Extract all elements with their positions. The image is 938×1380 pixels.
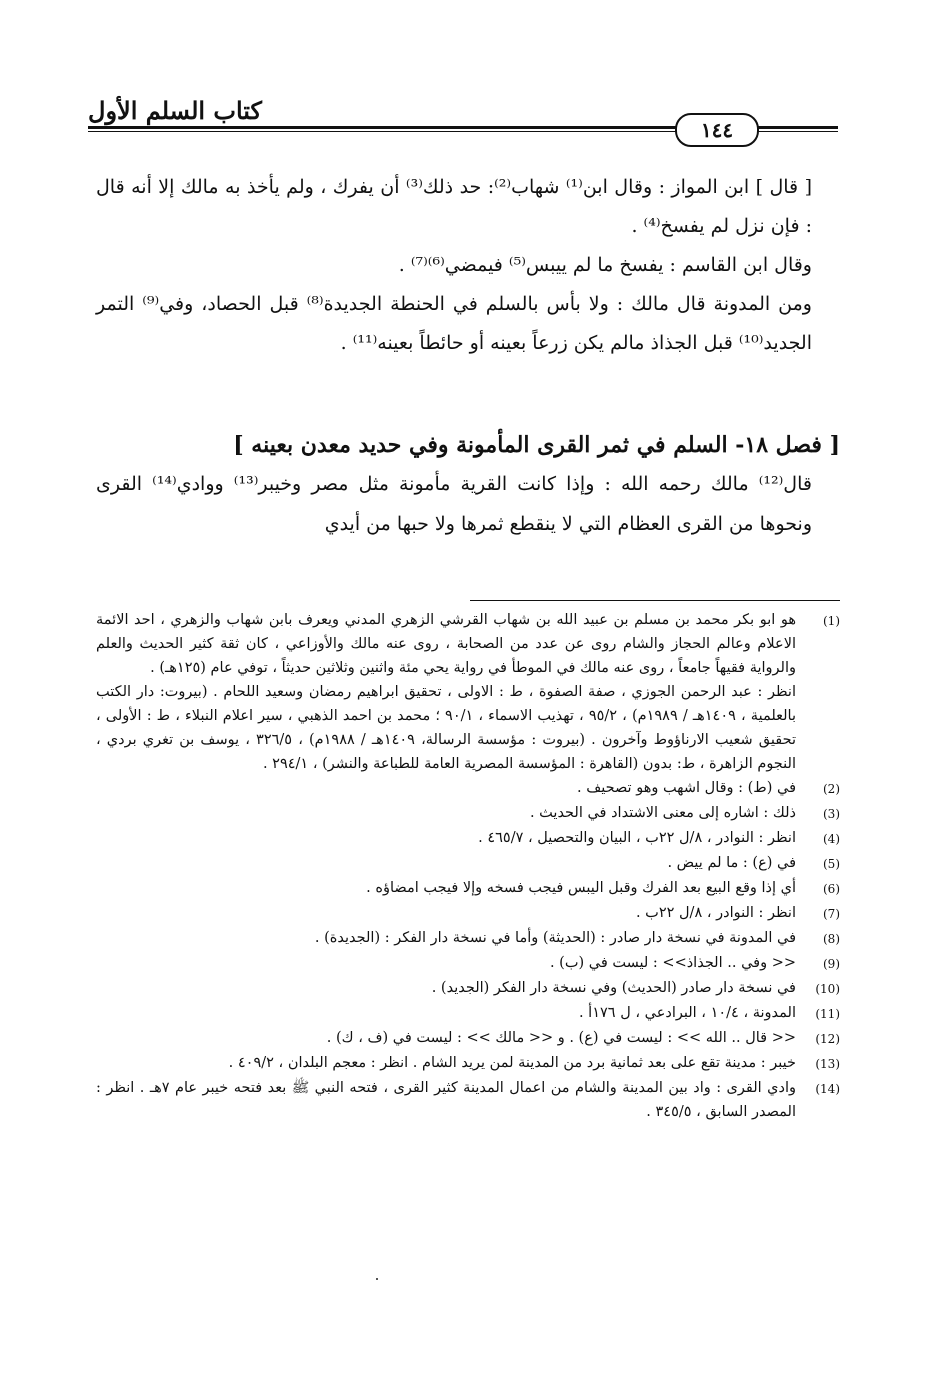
footnote-number: (12) — [815, 1032, 840, 1046]
page-number: ١٤٤ — [675, 113, 759, 147]
footnote-text — [96, 608, 796, 776]
footnote — [96, 1001, 840, 1026]
footnote-line: في (ط) : وقال اشهب وهو تصحيف . — [577, 780, 796, 796]
main-text — [96, 168, 840, 363]
footnote-line: في نسخة دار صادر (الحديث) وفي نسخة دار الفكر (الجديد) . — [431, 980, 796, 996]
footnote-line: المدونة ، ١٠/٤ ، البرادعي ، ل ١٧٦أ . — [578, 1005, 796, 1021]
footnote-separator — [470, 600, 840, 601]
footnote-line: أي إذا وقع البيع بعد الفرك وقبل اليبس فيجب فسخه وإلا فيجب امضاؤه . — [366, 880, 796, 896]
footnote-line: خيبر : مدينة تقع على بعد ثمانية برد من المدينة لمن يريد الشام . انظر : معجم البلدان ، ٤٠٩/٢ . — [228, 1055, 796, 1071]
footnote — [96, 901, 840, 926]
footnotes — [96, 608, 840, 1124]
footnote-line: وادي القرى : واد بين المدينة والشام من اعمال المدينة كثير القرى ، فتحه النبي ﷺ بعد فتحه خيبر عام ٧هـ . انظر : المصدر السابق ، ٣٤٥/٥ . — [96, 1080, 796, 1120]
footnote-line: انظر : النوادر ، ٨/ل ٢٢ب ، البيان والتحصيل ، ٤٦٥/٧ . — [478, 830, 796, 846]
paragraph: قال⁽¹²⁾ مالك رحمه الله : وإذا كانت القرية مأمونة مثل مصر وخيبر⁽¹³⁾ ووادي⁽¹⁴⁾ القرى ونحوها من القرى العظام التي لا ينقطع ثمرها ولا حبها من أيدي — [96, 473, 812, 535]
footnote-line: انظر : النوادر ، ٨/ل ٢٢ب . — [635, 905, 796, 921]
footnote — [96, 951, 840, 976]
footnote-line: << وفي .. الجذاذ>> : ليست في (ب) . — [549, 955, 796, 971]
footnote-line: انظر : عبد الرحمن الجوزي ، صفة الصفوة ، ط : الاولى ، تحقيق ابراهيم رمضان وسعيد اللحام . (بيروت: دار الكتب بالعلمية ، ١٤٠٩هـ / ١٩٨٩م) ، ٩٥/٢ ، تهذيب الاسماء ، ٩٠/١ ؛ محمد بن احمد الذهبي ، سير اعلام النبلاء ، ط : الأولى ، تحقيق شعيب الارناؤوط وآخرون . (بيروت : مؤسسة الرسالة، ١٤٠٩هـ / ١٩٨٨م) ، ٣٢٦/٥ ، يوسف بن تغري بردي ، النجوم الزاهرة ، ط: بدون (القاهرة : المؤسسة المصرية العامة للطباعة والنشر) ، ٢٩٤/١ . — [96, 684, 796, 772]
footnote-number: (5) — [822, 857, 840, 871]
footnote — [96, 976, 840, 1001]
footnote — [96, 851, 840, 876]
footnote — [96, 926, 840, 951]
footnote-number: (13) — [815, 1057, 840, 1071]
footnote — [96, 826, 840, 851]
footnote-number: (6) — [822, 882, 840, 896]
scan-speck — [376, 1278, 378, 1280]
footnote-number: (1) — [822, 614, 840, 628]
footnote-line: هو ابو بكر محمد بن مسلم بن عبيد الله بن شهاب القرشي الزهري المدني ويعرف بابن شهاب والزهري ، احد الائمة الاعلام وعالم الحجاز والشام روى عن عدد من الصحابة ، روى عنه مالك والأوزاعي ، كان ثقة كثير الحديث والعلم والرواية فقيهاً جامعاً ، روى عنه مالك في الموطأ في رواية يحي مئة واثنين وثلاثين حديثاً ، توفي عام (١٢٥هـ) . — [96, 612, 796, 676]
section-body — [96, 464, 840, 544]
footnote-number: (11) — [815, 1007, 840, 1021]
footnote — [96, 776, 840, 801]
footnote-line: في (ع) : ما لم ييض . — [667, 855, 796, 871]
footnote-number: (8) — [822, 932, 840, 946]
section-title: [ فصل ١٨- السلم في ثمر القرى المأمونة وفي حديد معدن بعينه ] — [233, 432, 840, 458]
paragraph: وقال ابن القاسم : يفسخ ما لم ييبس⁽⁵⁾ فيمضي⁽⁶⁾⁽⁷⁾ . — [398, 254, 812, 276]
paragraph: [ قال ] ابن المواز : وقال ابن⁽¹⁾ شهاب⁽²⁾: حد ذلك⁽³⁾ أن يفرك ، ولم يأخذ به مالك إلا أنه قال : فإن نزل لم يفسخ⁽⁴⁾ . — [96, 176, 812, 237]
footnote — [96, 1051, 840, 1076]
footnote-line: في المدونة في نسخة دار صادر : (الحديثة) وأما في نسخة دار الفكر : (الجديدة) . — [314, 930, 796, 946]
paragraph: ومن المدونة قال مالك : ولا بأس بالسلم في الحنطة الجديدة⁽⁸⁾ قبل الحصاد، وفي⁽⁹⁾ التمر الجديد⁽¹⁰⁾ قبل الجذاذ مالم يكن زرعاً بعينه أو حائطاً بعينه⁽¹¹⁾ . — [96, 293, 812, 354]
footnote-number: (10) — [815, 982, 840, 996]
footnote — [96, 1026, 840, 1051]
running-title: كتاب السلم الأول — [88, 96, 262, 125]
footnote-line: << قال .. الله >> : ليست في (ع) . و << مالك >> : ليست في (ف ، ك) . — [326, 1030, 796, 1046]
footnote — [96, 876, 840, 901]
footnote-line: ذلك : اشاره إلى معنى الاشتداد في الحديث . — [529, 805, 796, 821]
footnote-number: (3) — [822, 807, 840, 821]
footnote-number: (7) — [822, 907, 840, 921]
footnote-number: (9) — [822, 957, 840, 971]
footnote-number: (4) — [822, 832, 840, 846]
footnote-number: (2) — [822, 782, 840, 796]
footnote-number: (14) — [815, 1082, 840, 1096]
footnote — [96, 608, 840, 776]
footnote — [96, 801, 840, 826]
footnote — [96, 1076, 840, 1124]
